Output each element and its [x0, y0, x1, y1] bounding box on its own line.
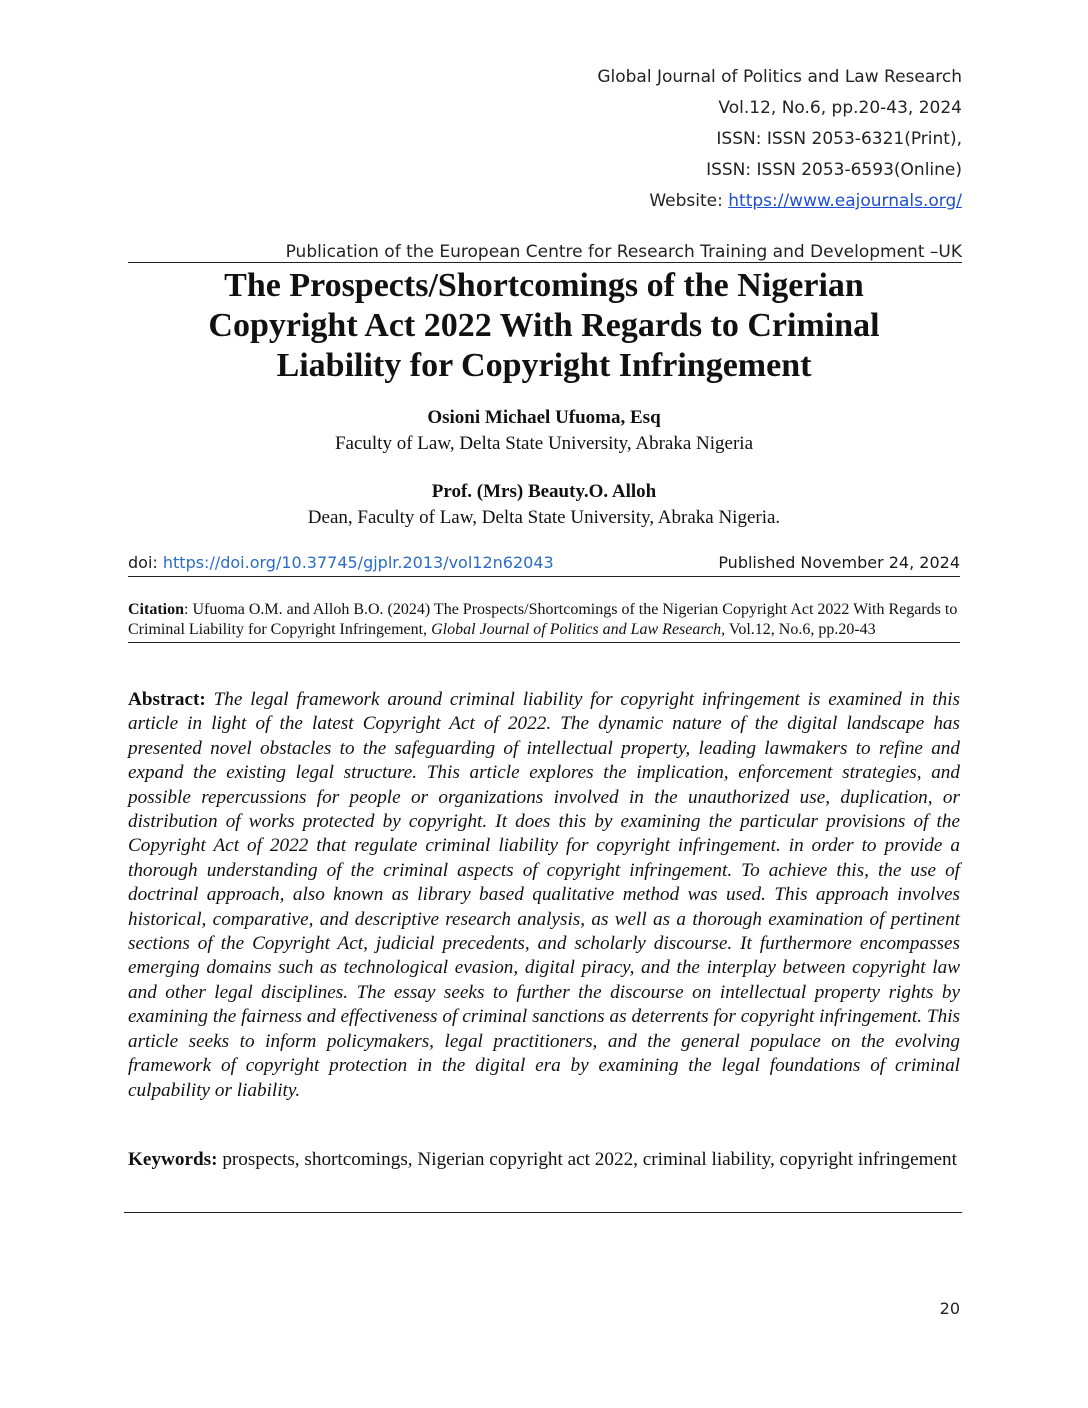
- author-affiliation: Dean, Faculty of Law, Delta State University, Abraka Nigeria.: [307, 507, 781, 528]
- author-affiliation: Faculty of Law, Delta State University, Abraka Nigeria: [334, 433, 754, 454]
- publisher-line: Publication of the European Centre for Research Training and Development –UK: [128, 240, 962, 263]
- abstract: [128, 688, 960, 1103]
- keywords: [128, 1148, 960, 1172]
- journal-website: [597, 186, 962, 217]
- bottom-divider: [124, 1212, 962, 1213]
- page-number: 20: [939, 1299, 960, 1318]
- title-line-2: Copyright Act 2022 With Regards to Criminal: [208, 307, 880, 344]
- citation-journal: Global Journal of Politics and Law Research: [431, 621, 722, 638]
- author-name: Osioni Michael Ufuoma, Esq: [427, 407, 661, 428]
- journal-name: Global Journal of Politics and Law Research: [597, 67, 962, 87]
- author-name: Prof. (Mrs) Beauty.O. Alloh: [431, 481, 657, 502]
- website-link[interactable]: https://www.eajournals.org/: [728, 191, 962, 211]
- author-1: [128, 405, 960, 457]
- title-line-3: Liability for Copyright Infringement: [276, 347, 812, 384]
- keywords-text: prospects, shortcomings, Nigerian copyright act 2022, criminal liability, copyright infringement: [222, 1149, 957, 1170]
- paper-title: [128, 266, 960, 386]
- title-line-1: The Prospects/Shortcomings of the Nigerian: [224, 267, 864, 304]
- abstract-text: The legal framework around criminal liability for copyright infringement is examined in this article in light of the latest Copyright Act of 2022. The dynamic nature of the digital landscape has presented novel obstacles to the safeguarding of intellectual property, leading lawmakers to refine and expand the existing legal structure. This article explores the implication, enforcement strategies, and possible repercussions for people or organizations involved in the unauthorized use, duplication, or distribution of works protected by copyright. It does this by examining the particular provisions of the Copyright Act of 2022 that regulate criminal liability for copyright infringement. in order to provide a thorough understanding of the criminal aspects of copyright infringement. To achieve this, the use of doctrinal approach, also known as library based qualitative method was used. This approach involves historical, comparative, and descriptive research analysis, as well as a thorough examination of pertinent sections of the Copyright Act, judicial precedents, and scholarly discourse. It furthermore encompasses emerging domains such as technological evasion, digital piracy, and the interplay between copyright law and other legal disciplines. The essay seeks to further the discourse on intellectual property rights by examining the fairness and effectiveness of criminal sanctions as deterrents for copyright infringement. This article seeks to inform policymakers, legal practitioners, and the general populace on the evolving framework of copyright protection in the digital era by examining the legal foundations of criminal culpability or liability.: [128, 689, 960, 1101]
- website-label: Website:: [649, 191, 729, 211]
- citation-text-end: , Vol.12, No.6, pp.20-43: [721, 621, 876, 638]
- journal-header: [597, 62, 962, 217]
- keywords-label: Keywords:: [128, 1149, 218, 1170]
- citation-label: Citation: [128, 601, 184, 618]
- journal-issn-online: ISSN: ISSN 2053-6593(Online): [706, 160, 962, 180]
- citation-text: : Ufuoma O.M. and Alloh B.O. (2024) The Prospects/Shortcomings of the Nigerian Copyright Act 2022 With Regards to Criminal Liability for Copyright Infringement,: [128, 601, 958, 638]
- citation: [128, 600, 960, 643]
- doi-link[interactable]: https://doi.org/10.37745/gjplr.2013/vol12n62043: [162, 553, 554, 572]
- abstract-label: Abstract:: [128, 689, 206, 710]
- journal-issn-print: ISSN: ISSN 2053-6321(Print),: [716, 129, 962, 149]
- doi-label: doi:: [128, 553, 163, 572]
- journal-volume: Vol.12, No.6, pp.20-43, 2024: [718, 98, 962, 118]
- author-2: [128, 479, 960, 531]
- doi-row: [128, 552, 960, 577]
- published-date: Published November 24, 2024: [718, 553, 960, 572]
